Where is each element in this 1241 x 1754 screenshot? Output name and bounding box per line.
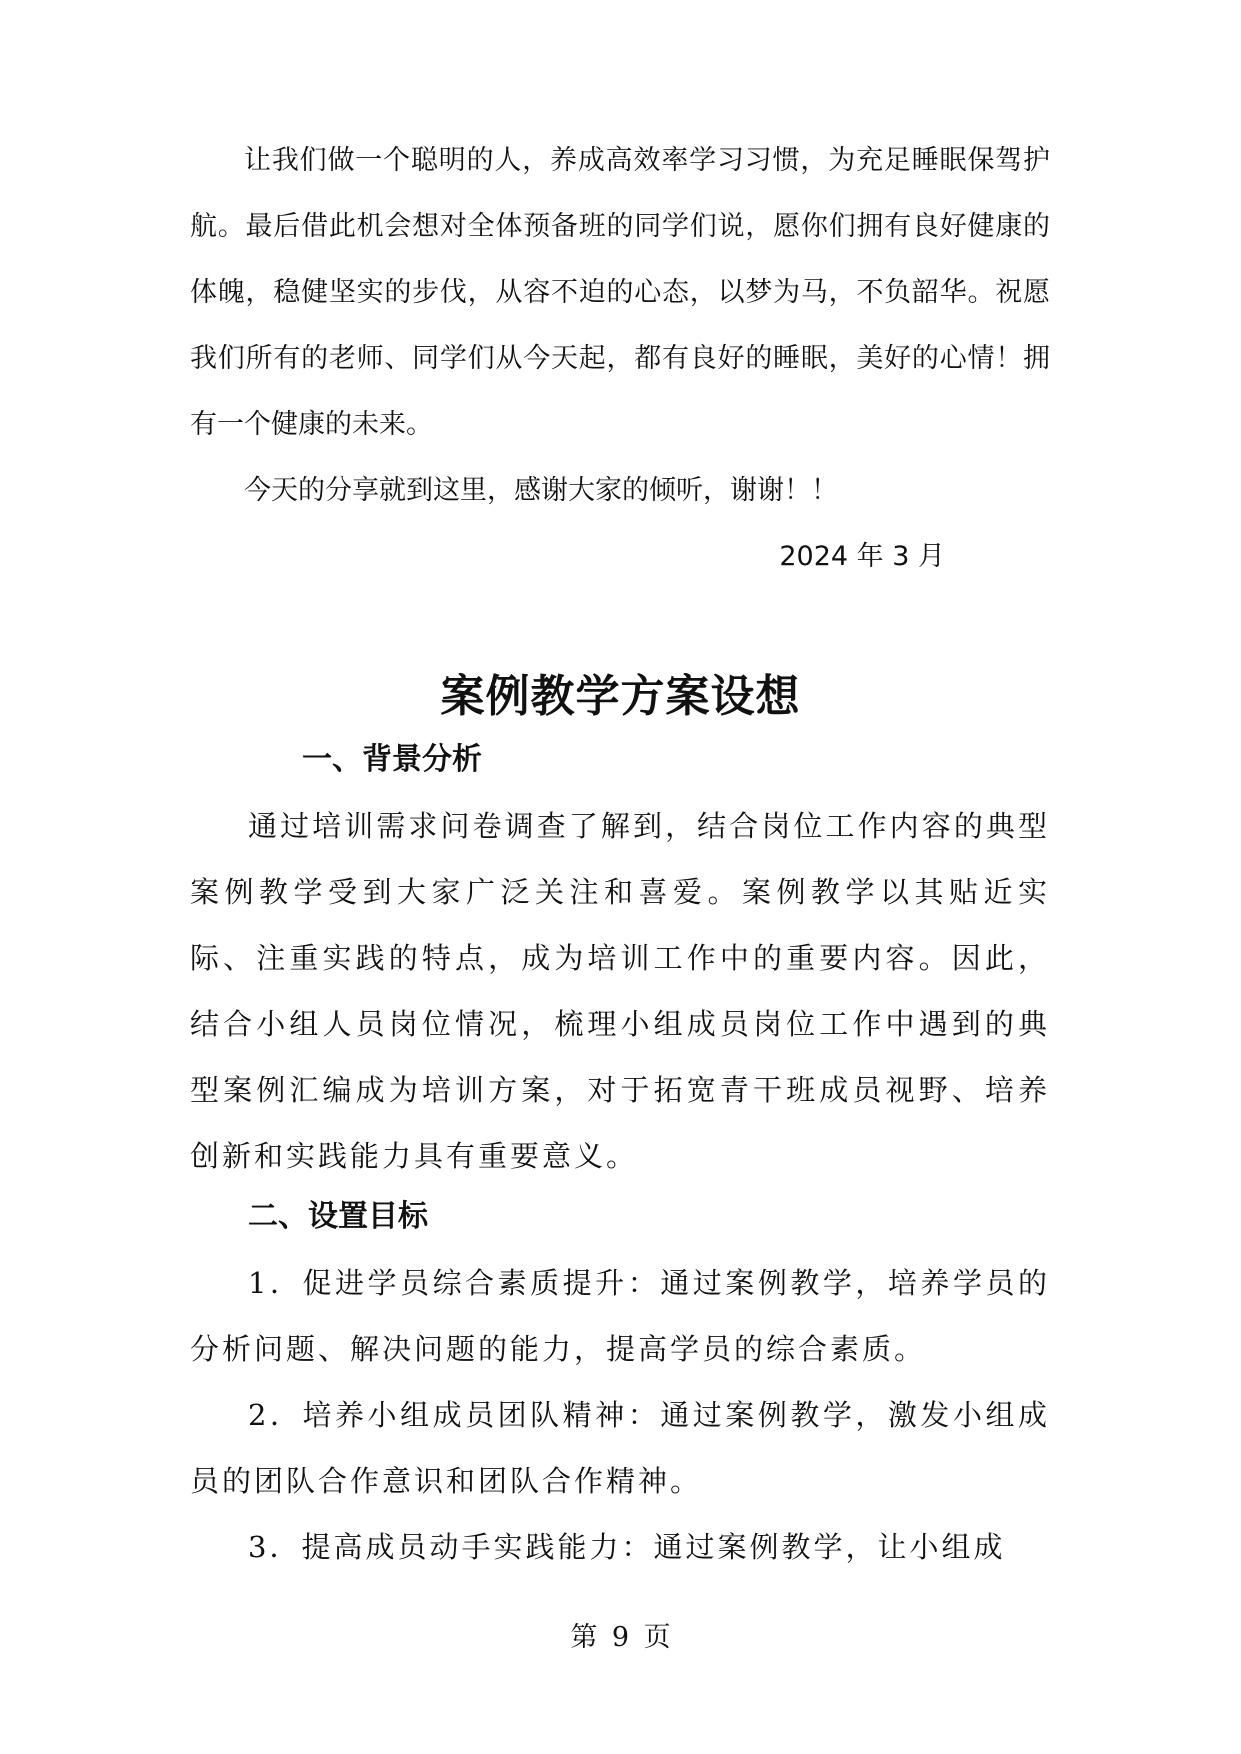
page-number: 第 9 页	[570, 1622, 671, 1653]
closing-section	[190, 128, 1050, 590]
section-1-heading: 一、背景分析	[302, 742, 482, 777]
goal-item-2: 2．培养小组成员团队精神：通过案例教学，激发小组成员的团队合作意识和团队合作精神。	[190, 1398, 1050, 1498]
thanks-paragraph: 今天的分享就到这里，感谢大家的倾听，谢谢！！	[244, 475, 838, 506]
date-line: 2024 年 3 月	[779, 541, 945, 572]
goal-item-3: 3．提高成员动手实践能力：通过案例教学，让小组成	[248, 1530, 1006, 1564]
section-goals	[190, 1184, 1050, 1580]
section-2-heading: 二、设置目标	[248, 1199, 428, 1234]
closing-paragraph: 让我们做一个聪明的人，养成高效率学习习惯，为充足睡眠保驾护航。最后借此机会想对全体预备班的同学们说，愿你们拥有良好健康的体魄，稳健坚实的步伐，从容不迫的心态，以梦为马，不负韶华。祝愿我们所有的老师、同学们从今天起，都有良好的睡眠，美好的心情！拥有一个健康的未来。	[190, 145, 1050, 440]
document-title: 案例教学方案设想	[440, 671, 801, 722]
section-background	[190, 727, 1050, 1189]
goal-item-1: 1．促进学员综合素质提升：通过案例教学，培养学员的分析问题、解决问题的能力，提高学员的综合素质。	[190, 1266, 1050, 1366]
section-1-body: 通过培训需求问卷调查了解到，结合岗位工作内容的典型案例教学受到大家广泛关注和喜爱。案例教学以其贴近实际、注重实践的特点，成为培训工作中的重要内容。因此，结合小组人员岗位情况，梳理小组成员岗位工作中遇到的典型案例汇编成为培训方案，对于拓宽青干班成员视野、培养创新和实践能力具有重要意义。	[190, 809, 1050, 1173]
